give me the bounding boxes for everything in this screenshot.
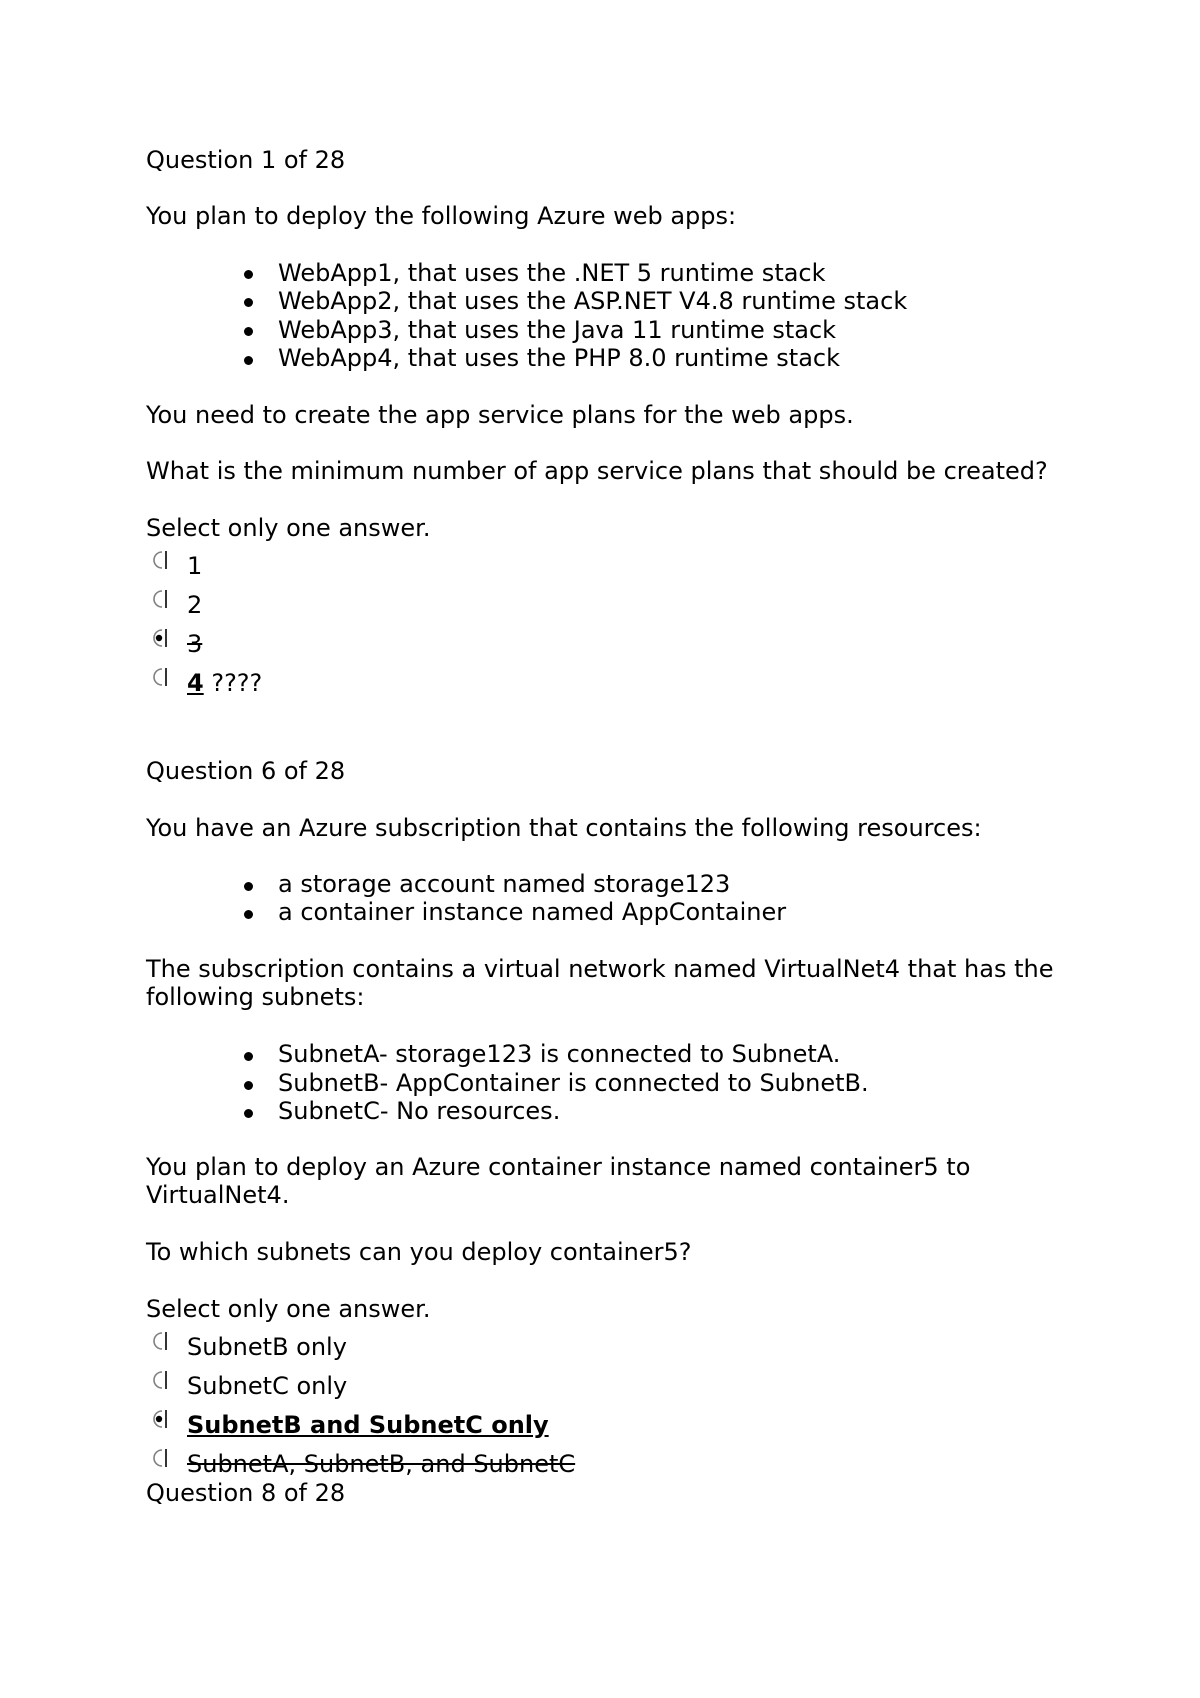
radio-option-3-selected[interactable]: [149, 627, 171, 649]
question-1-need: You need to create the app service plans for the web apps.: [146, 401, 854, 429]
bullet-icon: [244, 1109, 253, 1118]
bullet-icon: [244, 327, 253, 336]
radio-option-4[interactable]: [149, 666, 171, 688]
question-6-instruction: Select only one answer.: [146, 1295, 431, 1323]
bullet-icon: [244, 910, 253, 919]
question-6-header: Question 6 of 28: [146, 757, 346, 785]
option-subnetb-subnetc-label[interactable]: SubnetB and SubnetC only: [187, 1411, 549, 1439]
question-6-plan: You plan to deploy an Azure container instance named container5 to VirtualNet4.: [146, 1153, 971, 1209]
question-1-header: Question 1 of 28: [146, 146, 346, 174]
list-item: WebApp1, that uses the .NET 5 runtime stack: [278, 259, 826, 287]
radio-option-1[interactable]: [149, 549, 171, 571]
list-item: SubnetC- No resources.: [278, 1097, 561, 1125]
option-1-label[interactable]: 1: [187, 552, 203, 580]
list-item: a container instance named AppContainer: [278, 898, 787, 926]
bullet-icon: [244, 1052, 253, 1061]
option-4[interactable]: [187, 668, 262, 698]
radio-option-subnetb[interactable]: [149, 1330, 171, 1352]
list-item: a storage account named storage123: [278, 870, 731, 898]
list-item: WebApp4, that uses the PHP 8.0 runtime stack: [278, 344, 841, 372]
list-item: SubnetA- storage123 is connected to SubnetA.: [278, 1040, 841, 1068]
question-1-intro: You plan to deploy the following Azure web apps:: [146, 202, 737, 230]
question-6-text: To which subnets can you deploy container5?: [146, 1238, 692, 1266]
option-2-label[interactable]: 2: [187, 591, 203, 619]
option-subnetc-label[interactable]: SubnetC only: [187, 1372, 348, 1400]
question-1-instruction: Select only one answer.: [146, 514, 431, 542]
bullet-icon: [244, 1081, 253, 1090]
option-3-label[interactable]: 3: [187, 630, 203, 658]
option-subnetb-label[interactable]: SubnetB only: [187, 1333, 347, 1361]
question-6-intro: You have an Azure subscription that contains the following resources:: [146, 814, 982, 842]
bullet-icon: [244, 882, 253, 891]
radio-option-subnetb-subnetc-selected[interactable]: [149, 1408, 171, 1430]
radio-option-subnetc[interactable]: [149, 1369, 171, 1391]
bullet-icon: [244, 356, 253, 365]
list-item: WebApp3, that uses the Java 11 runtime stack: [278, 316, 837, 344]
question-6-subnet-intro: The subscription contains a virtual network named VirtualNet4 that has the following subnets:: [146, 955, 1054, 1011]
option-4-label: 4: [187, 669, 204, 697]
question-8-header: Question 8 of 28: [146, 1479, 346, 1507]
option-4-suffix: ????: [203, 669, 263, 697]
list-item: WebApp2, that uses the ASP.NET V4.8 runtime stack: [278, 287, 908, 315]
question-1-text: What is the minimum number of app service plans that should be created?: [146, 457, 1048, 485]
bullet-icon: [244, 298, 253, 307]
option-all-subnets-label[interactable]: SubnetA, SubnetB, and SubnetC: [187, 1450, 576, 1478]
radio-option-2[interactable]: [149, 588, 171, 610]
bullet-icon: [244, 270, 253, 279]
list-item: SubnetB- AppContainer is connected to SubnetB.: [278, 1069, 869, 1097]
radio-option-all-subnets[interactable]: [149, 1447, 171, 1469]
